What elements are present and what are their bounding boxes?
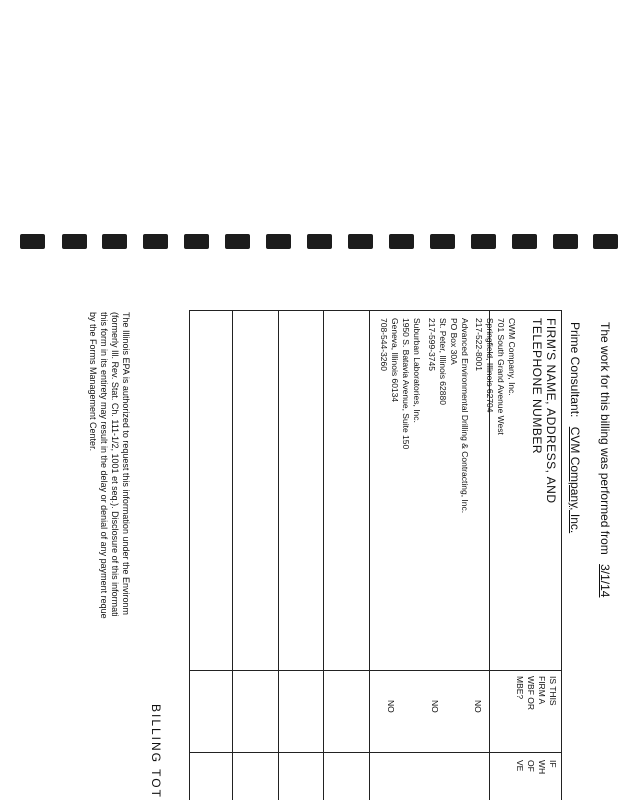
notice-line: by the Forms Management Center.	[88, 312, 98, 452]
firm-line: 217-599-3745	[427, 318, 437, 371]
firm-line: 217-522-8001	[474, 318, 484, 371]
firm-header-line-2: TELEPHONE NUMBER	[530, 318, 544, 455]
firm-line: CWM Company, Inc.	[507, 318, 517, 396]
billing-period	[598, 322, 612, 597]
firm-line: 708-544-3260	[379, 318, 389, 371]
notice-line: The Illinois EPA is authorized to request this information under the Environm	[121, 312, 131, 615]
firm-entry	[426, 318, 470, 513]
firm-entry	[378, 318, 422, 449]
billing-totals-heading: BILLING TOT	[149, 704, 163, 799]
notice-line: (formerly Ill. Rev. Stat. Ch. 111-1/2, 1001 et seq.). Disclosure of this informati	[110, 312, 120, 617]
prime-consultant-value: CVM Company, Inc.	[568, 426, 582, 534]
notice-line: this form in its entirety may result in the delay or denial of any payment reque	[99, 312, 109, 619]
wbe-header-line: MBE?	[515, 676, 525, 700]
billing-intro: The work for this billing was performed from	[598, 322, 612, 555]
firm-line: Suburban Laboratories, Inc.	[412, 318, 422, 423]
table-row-rule	[232, 310, 233, 800]
firm-line: Springfield, Illinois 62704	[485, 318, 495, 413]
firm-line: St. Peter, Illinois 62880	[438, 318, 448, 405]
wbe-mbe-header	[514, 676, 558, 710]
firm-line: Geneva, Illinois 60134	[390, 318, 400, 403]
table-col-rule	[190, 752, 562, 753]
firm-line: Advanced Environmental Drilling & Contracting, Inc.	[460, 318, 470, 514]
firm-line: 701 South Grand Avenue West	[496, 318, 506, 435]
table-bottom-rule	[189, 310, 190, 800]
billing-start-date: 3/1/14	[598, 564, 612, 598]
next-header-line: VE	[515, 760, 525, 772]
next-header-line: WH	[537, 760, 547, 775]
next-header-line: OF	[526, 760, 536, 772]
firm-line: PO Box 30A	[449, 318, 459, 365]
firm-entry	[473, 318, 517, 435]
wbe-header-line: WBF OR	[526, 676, 536, 710]
next-column-header	[514, 760, 558, 774]
legal-notice	[87, 312, 131, 619]
firm-answer: NO	[430, 700, 440, 713]
table-row-rule	[369, 310, 370, 800]
firm-answer: NO	[473, 700, 483, 713]
prime-consultant	[568, 322, 582, 533]
wbe-header-line: IS THIS	[548, 676, 558, 706]
firm-line: 1950 S. Batavia Avenue, Suite 150	[401, 318, 411, 450]
firm-answer: NO	[386, 700, 396, 713]
table-row-rule	[278, 310, 279, 800]
firm-header-line-1: FIRM'S NAME, ADDRESS, AND	[544, 318, 558, 504]
table-col-rule	[190, 670, 562, 671]
table-left-rule	[190, 310, 562, 311]
table-row-rule	[323, 310, 324, 800]
prime-consultant-label: Prime Consultant:	[568, 322, 582, 418]
wbe-header-line: FIRM A	[537, 676, 547, 705]
table-top-rule	[561, 310, 562, 800]
next-header-line: IF	[548, 760, 558, 768]
